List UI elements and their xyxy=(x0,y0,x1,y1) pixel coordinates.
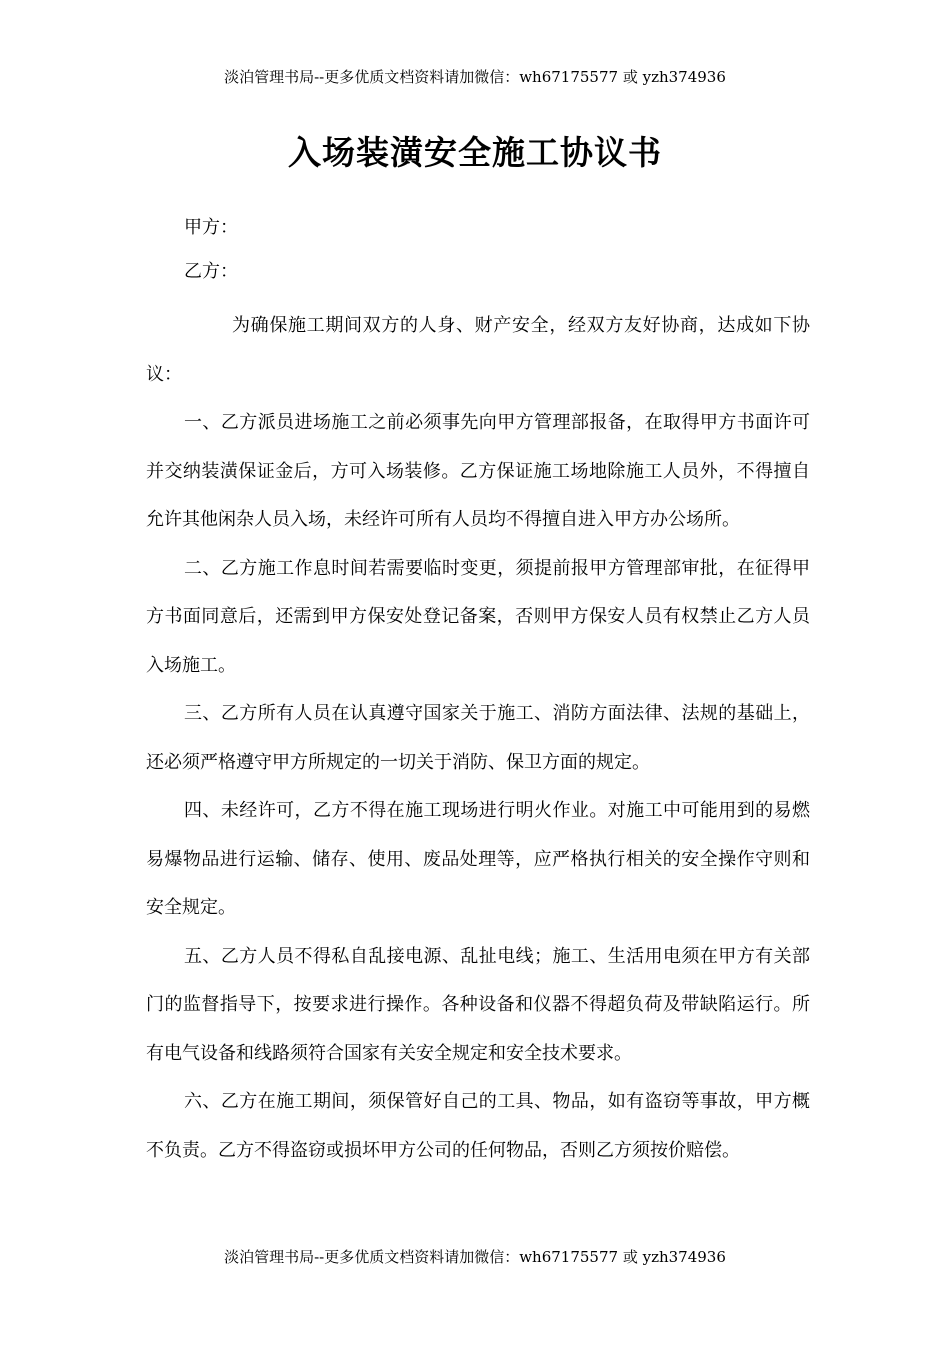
clause-5: 五、乙方人员不得私自乱接电源、乱扯电线；施工、生活用电须在甲方有关部门的监督指导下，按要求进行操作。各种设备和仪器不得超负荷及带缺陷运行。所有电气设备和线路须符合国家有关安全规定和安全技术要求。 xyxy=(146,945,810,1064)
party-a-line: 甲方： xyxy=(184,217,238,238)
page-header-note: 淡泊管理书局--更多优质文档资料请加微信：wh67175577 或 yzh374936 xyxy=(224,68,726,86)
document-title: 入场装潢安全施工协议书 xyxy=(288,133,662,172)
page-footer-note: 淡泊管理书局--更多优质文档资料请加微信：wh67175577 或 yzh374936 xyxy=(224,1248,726,1266)
clause-6: 六、乙方在施工期间，须保管好自己的工具、物品，如有盗窃等事故，甲方概不负责。乙方不得盗窃或损坏甲方公司的任何物品，否则乙方须按价赔偿。 xyxy=(146,1091,810,1161)
clause-2: 二、乙方施工作息时间若需要临时变更，须提前报甲方管理部审批，在征得甲方书面同意后，还需到甲方保安处登记备案，否则甲方保安人员有权禁止乙方人员入场施工。 xyxy=(146,557,810,676)
party-b-line: 乙方： xyxy=(184,261,238,282)
document-body xyxy=(146,206,810,1175)
clause-4: 四、未经许可，乙方不得在施工现场进行明火作业。对施工中可能用到的易燃易爆物品进行运输、储存、使用、废品处理等，应严格执行相关的安全操作守则和安全规定。 xyxy=(146,800,810,918)
clause-1: 一、乙方派员进场施工之前必须事先向甲方管理部报备，在取得甲方书面许可并交纳装潢保证金后，方可入场装修。乙方保证施工场地除施工人员外，不得擅自允许其他闲杂人员入场，未经许可所有人员均不得擅自进入甲方办公场所。 xyxy=(146,412,810,530)
clause-3: 三、乙方所有人员在认真遵守国家关于施工、消防方面法律、法规的基础上，还必须严格遵守甲方所规定的一切关于消防、保卫方面的规定。 xyxy=(146,703,810,773)
intro-paragraph: 为确保施工期间双方的人身、财产安全，经双方友好协商，达成如下协议： xyxy=(146,315,810,385)
